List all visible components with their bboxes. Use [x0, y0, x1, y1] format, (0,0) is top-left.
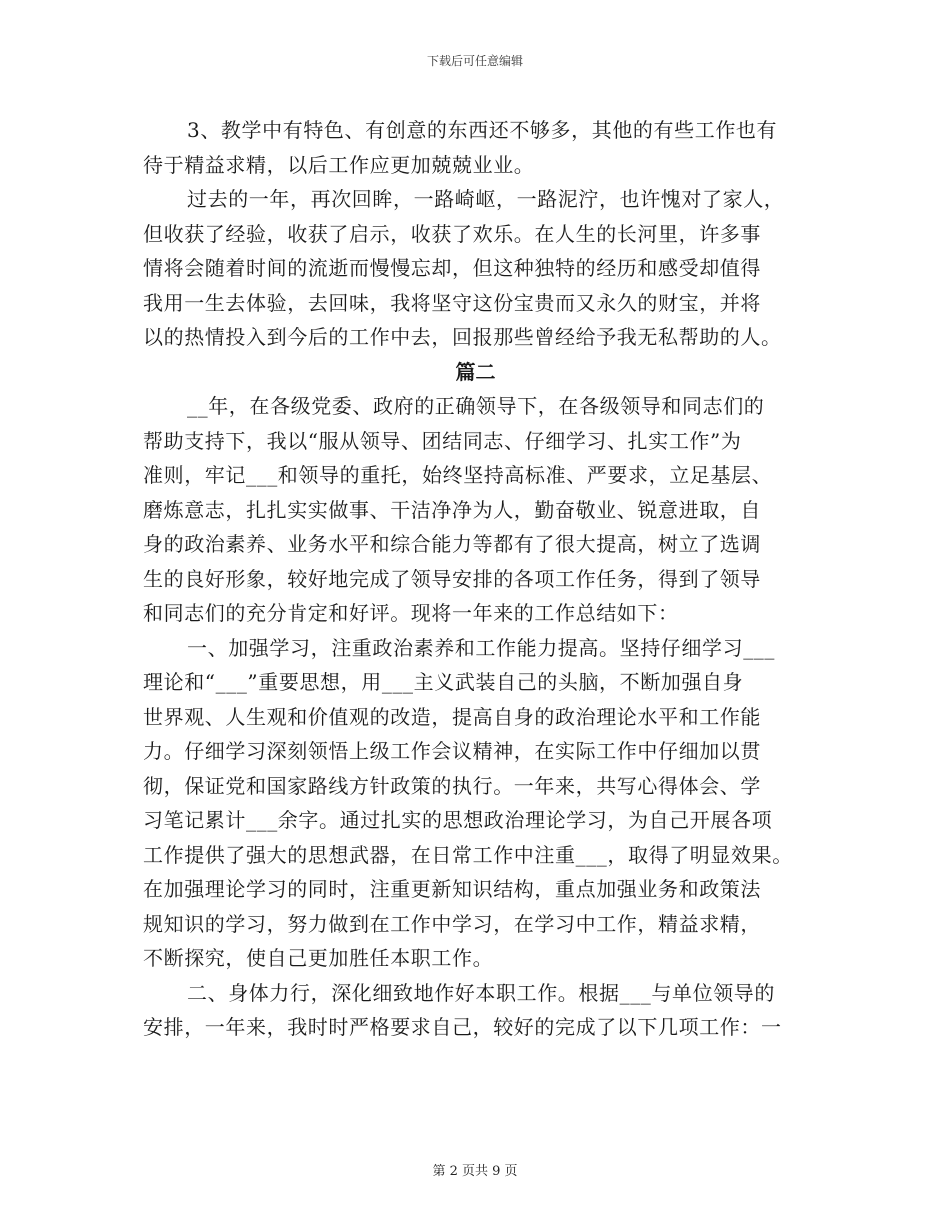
body-line: 彻，保证党和国家路线方针政策的执行。一年来，共写心得体会、学: [143, 773, 761, 798]
document-body: [143, 113, 808, 1045]
body-line: __年，在各级党委、政府的正确领导下，在各级领导和同志们的: [187, 394, 765, 418]
body-line: 世界观、人生观和价值观的改造，提高自身的政治理论水平和工作能: [143, 704, 761, 729]
body-line: 过去的一年，再次回眸，一路崎岖，一路泥泞，也许愧对了家人，: [187, 187, 785, 211]
body-line: 在加强理论学习的同时，注重更新知识结构，重点加强业务和政策法: [143, 877, 761, 901]
body-line: 帮助支持下，我以“服从领导、团结同志、仔细学习、扎实工作”为: [143, 428, 742, 453]
body-line: 力。仔细学习深刻领悟上级工作会议精神，在实际工作中仔细加以贯: [143, 739, 761, 763]
page-number: 第 2 页共 9 页: [432, 1164, 518, 1179]
body-line: 习笔记累计___余字。通过扎实的思想政治理论学习，为自己开展各项: [143, 808, 773, 832]
body-line: 和同志们的充分肯定和好评。现将一年来的工作总结如下：: [143, 601, 679, 625]
body-line: 工作提供了强大的思想武器，在日常工作中注重___，取得了明显效果。: [143, 842, 793, 867]
body-line: 待于精益求精，以后工作应更加兢兢业业。: [143, 152, 535, 177]
body-line: 以的热情投入到今后的工作中去，回报那些曾经给予我无私帮助的人。: [143, 325, 782, 349]
body-line: 3、教学中有特色、有创意的东西还不够多，其他的有些工作也有: [187, 118, 778, 142]
page-header-note: 下载后可任意编辑: [426, 54, 523, 68]
body-line: 但收获了经验，收获了启示，收获了欢乐。在人生的长河里，许多事: [143, 221, 761, 246]
body-line: 生的良好形象，较好地完成了领导安排的各项工作任务，得到了领导: [143, 566, 761, 591]
body-line: 准则，牢记___和领导的重托，始终坚持高标准、严要求，立足基层、: [143, 463, 773, 487]
body-line: 规知识的学习，努力做到在工作中学习，在学习中工作，精益求精，: [143, 911, 761, 936]
section-heading: 篇二: [455, 359, 496, 384]
body-line: 我用一生去体验，去回味，我将坚守这份宝贵而又永久的财宝，并将: [143, 290, 761, 315]
body-line: 磨炼意志，扎扎实实做事、干洁净净为人，勤奋敬业、锐意进取，自: [143, 497, 761, 522]
body-line: 二、身体力行，深化细致地作好本职工作。根据___与单位领导的: [187, 980, 775, 1005]
body-line: 理论和“___”重要思想，用___主义武装自己的头脑，不断加强自身: [143, 670, 744, 694]
body-line: 情将会随着时间的流逝而慢慢忘却，但这种独特的经历和感受却值得: [143, 256, 761, 280]
body-line: 不断探究，使自己更加胜任本职工作。: [143, 946, 494, 970]
body-line: 一、加强学习，注重政治素养和工作能力提高。坚持仔细学习___: [187, 635, 775, 660]
body-line: 身的政治素养、业务水平和综合能力等都有了很大提高，树立了选调: [143, 532, 761, 556]
body-line: 安排，一年来，我时时严格要求自己，较好的完成了以下几项工作：一: [143, 1015, 782, 1039]
